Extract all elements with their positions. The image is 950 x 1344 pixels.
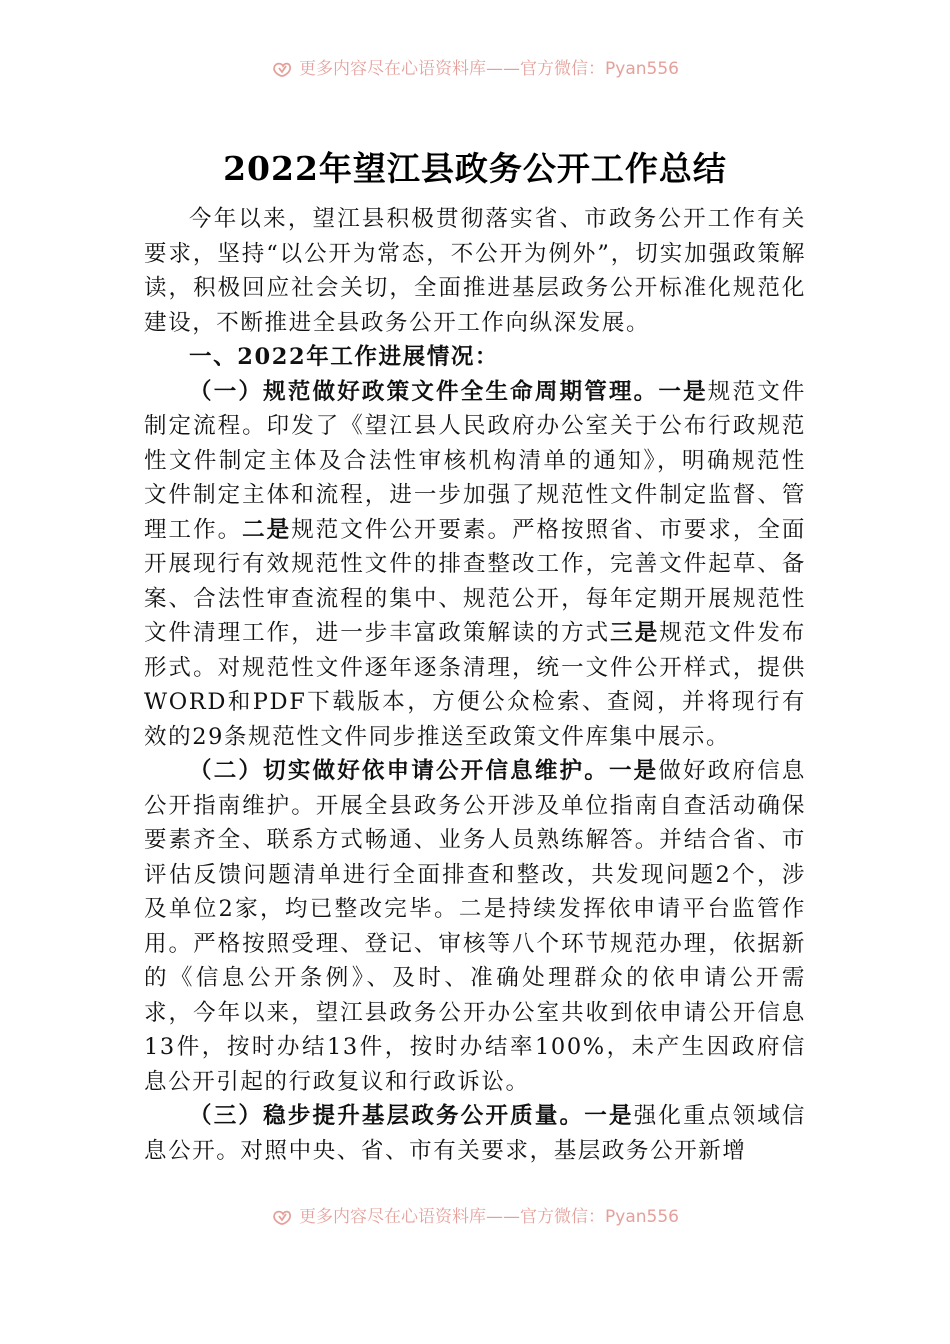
- item-text: 规范文件发布形式。对规范性文件逐年逐条清理，统一文件公开样式，提供WORD和PDF下载版本，方便公众检索、查阅，并将现行有效的29条规范性文件同步推送至政策文件库集中展示。: [144, 620, 807, 750]
- subsection-3-paragraph: [144, 1099, 806, 1168]
- item-label: 三是: [610, 620, 660, 646]
- section-1-heading: 一、2022年工作进展情况：: [189, 344, 500, 370]
- item-label: 一是: [584, 1103, 634, 1129]
- watermark-logo-icon: [271, 60, 293, 78]
- item-text: 规范文件制定流程。印发了《望江县人民政府办公室关于公布行政规范性文件制定主体及合法性审核机构清单的通知》，明确规范性文件制定主体和流程，进一步加强了规范性文件制定监督、管理工作。: [144, 378, 807, 543]
- subsection-2-heading: （二）切实做好依申请公开信息维护。: [189, 758, 609, 784]
- intro-paragraph: 今年以来，望江县积极贯彻落实省、市政务公开工作有关要求，坚持“以公开为常态，不公开为例外”，切实加强政策解读，积极回应社会关切，全面推进基层政务公开标准化规范化建设，不断推进全县政务公开工作向纵深发展。: [144, 206, 806, 336]
- watermark-bottom: [0, 1206, 950, 1228]
- item-label: 二是: [242, 516, 292, 543]
- subsection-1-heading: （一）规范做好政策文件全生命周期管理。: [189, 378, 659, 405]
- item-text: 规范文件公开要素。严格按照省、市要求，全面开展现行有效规范性文件的排查整改工作，完善文件起草、备案、合法性审查流程的集中、规范公开，每年定期开展规范性文件清理工作，进一步丰富政策解读的方式: [144, 516, 806, 646]
- watermark-text: 更多内容尽在心语资料库——官方微信：Pyan556: [299, 1207, 679, 1227]
- item-text: 做好政府信息公开指南维护。开展全县政务公开涉及单位指南自查活动确保要素齐全、联系方式畅通、业务人员熟练解答。并结合省、市评估反馈问题清单进行全面排查和整改，共发现问题2个，涉及单位2家，均已整改完毕。二是持续发挥依申请平台监管作用。严格按照受理、登记、审核等八个环节规范办理，依据新的《信息公开条例》、及时、准确处理群众的依申请公开需求，今年以来，望江县政务公开办公室共收到依申请公开信息13件，按时办结13件，按时办结率100%，未产生因政府信息公开引起的行政复议和行政诉讼。: [144, 758, 807, 1095]
- item-label: 一是: [658, 378, 708, 405]
- watermark-text: 更多内容尽在心语资料库——官方微信：Pyan556: [299, 59, 679, 79]
- item-label: 一是: [608, 758, 659, 784]
- document-body: [144, 202, 806, 1168]
- watermark-logo-icon: [271, 1208, 293, 1226]
- document-title: 2022年望江县政务公开工作总结: [223, 149, 727, 188]
- item-text: 强化重点领域信息公开。对照中央、省、市有关要求，基层政务公开新增: [144, 1103, 807, 1164]
- subsection-1-paragraph: [144, 375, 806, 755]
- subsection-2-paragraph: [144, 754, 806, 1099]
- subsection-3-heading: （三）稳步提升基层政务公开质量。: [189, 1103, 585, 1129]
- watermark-top: [0, 58, 950, 80]
